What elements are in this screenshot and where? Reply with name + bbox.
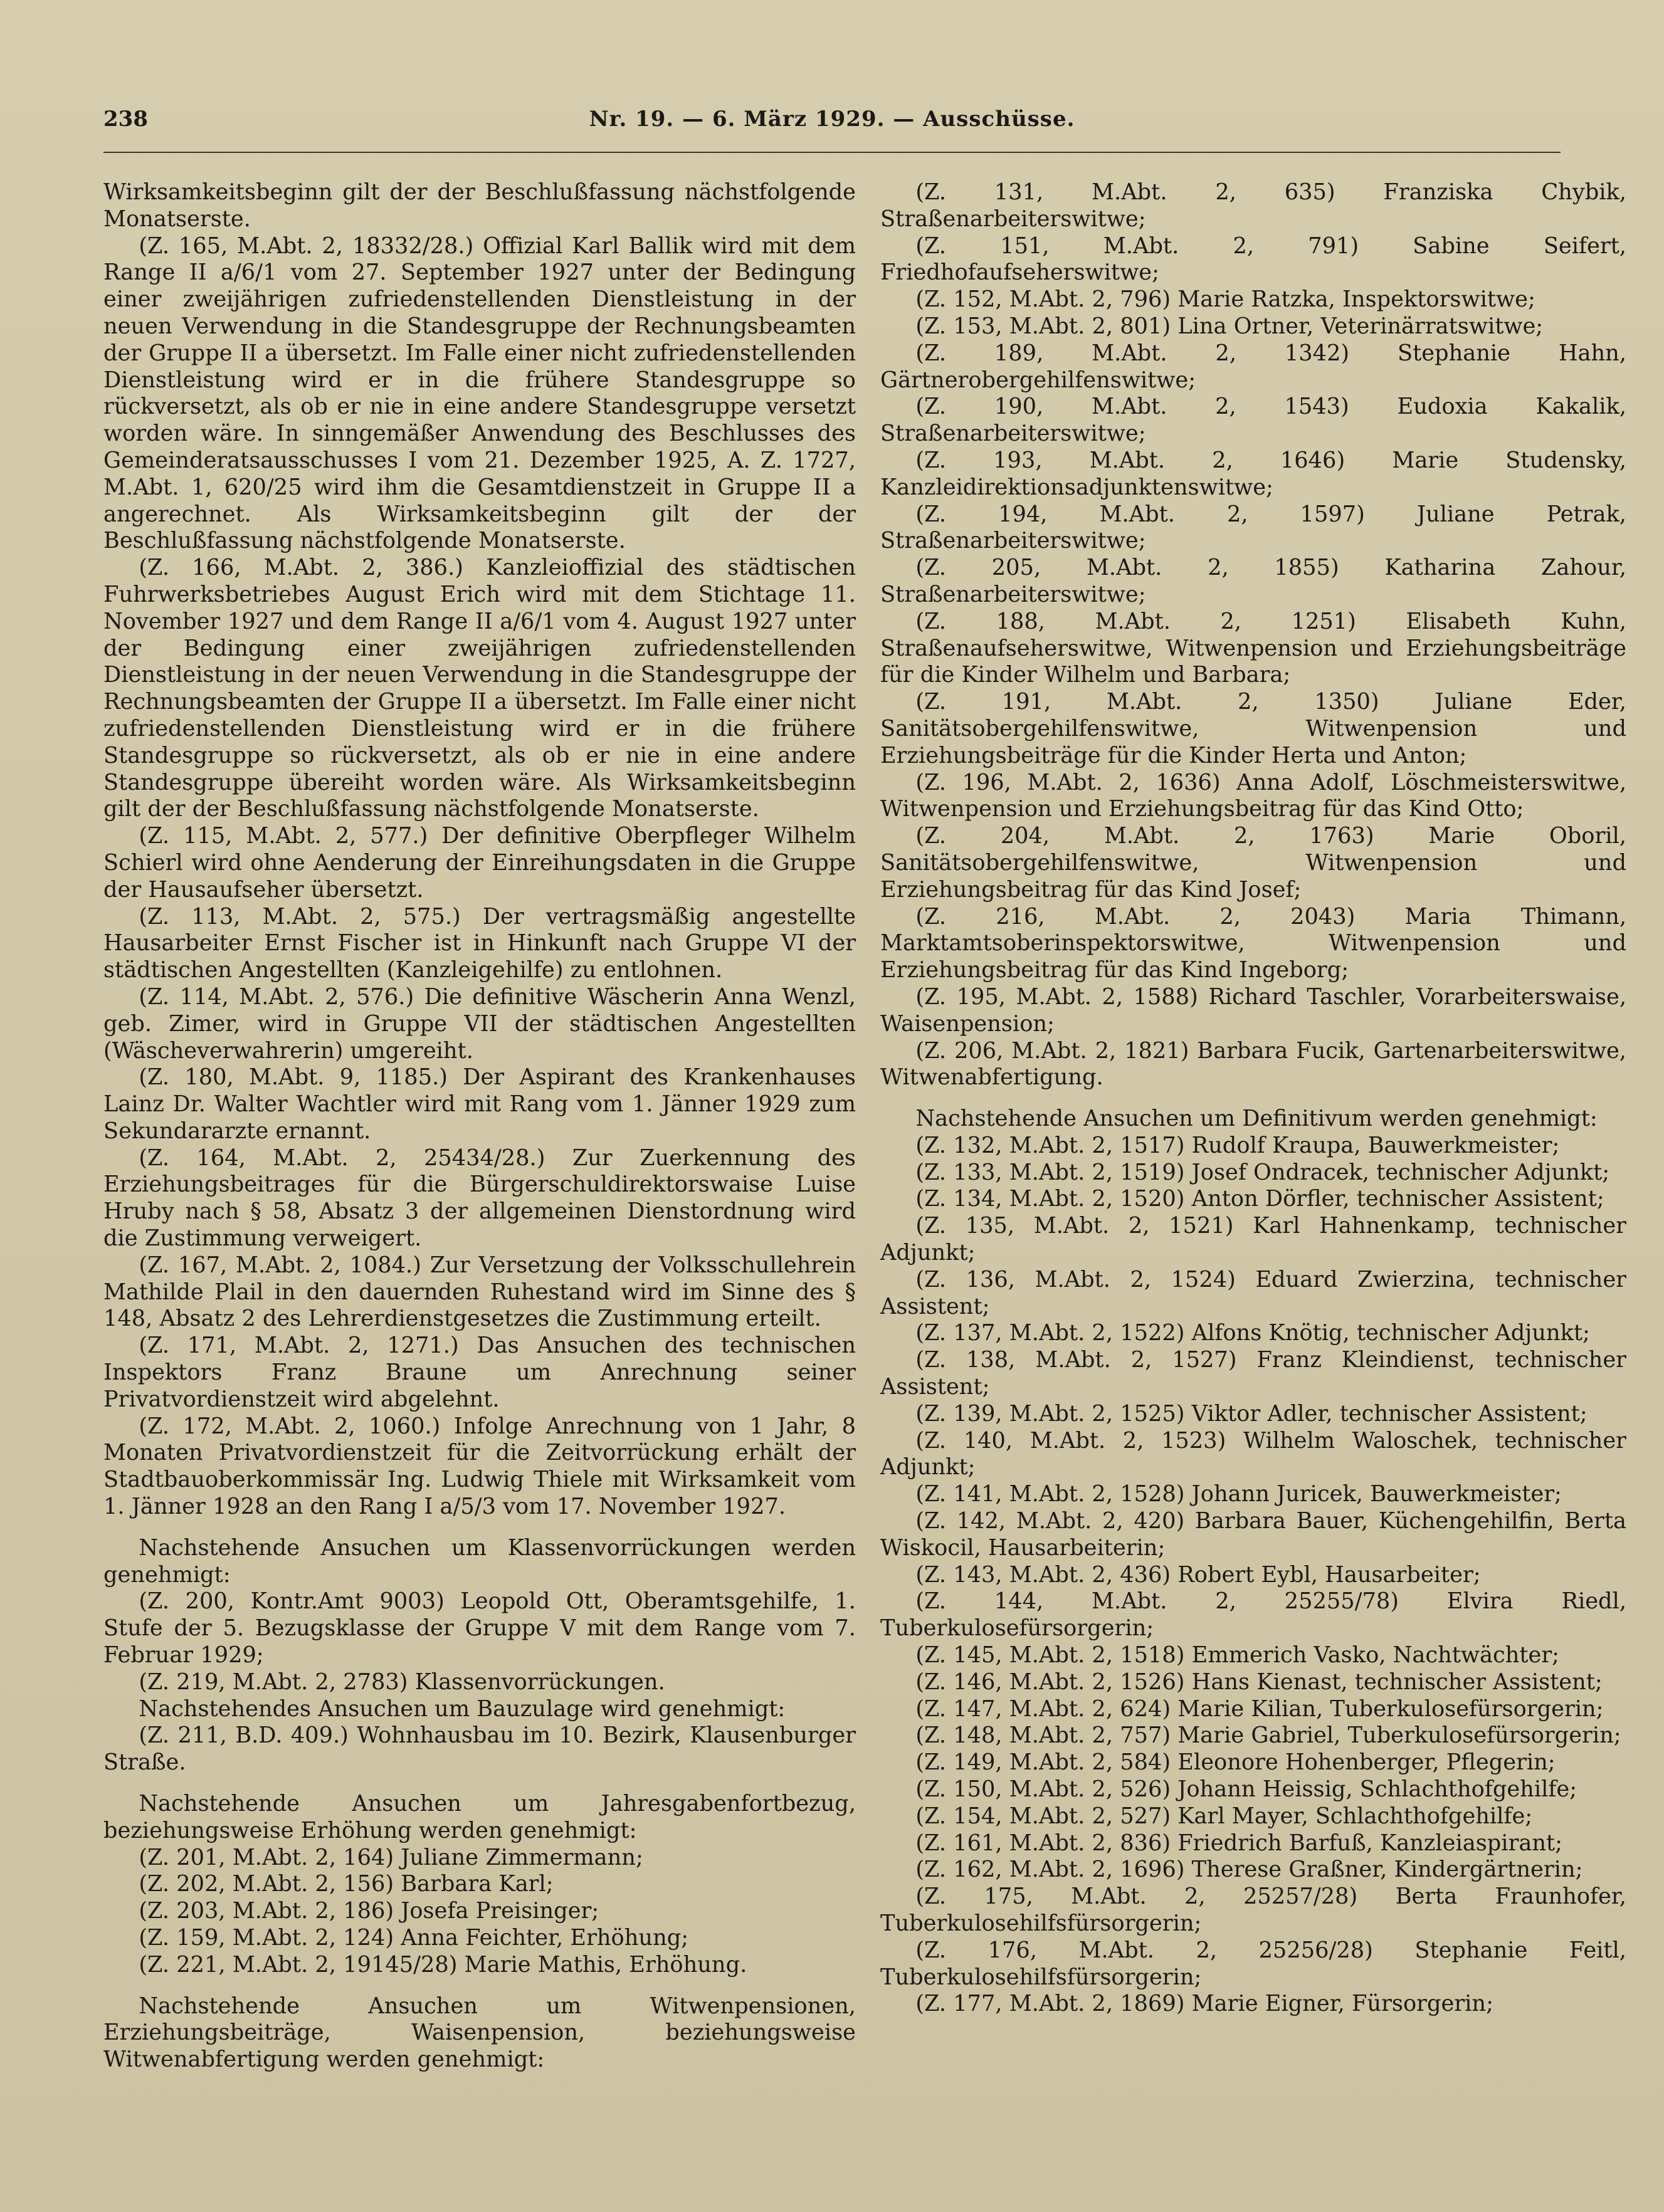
paragraph: (Z. 141, M.Abt. 2, 1528) Johann Juricek, Bauwerkmeister; [915, 1481, 1562, 1507]
left-column [103, 179, 856, 2073]
paragraph: (Z. 143, M.Abt. 2, 436) Robert Eybl, Hausarbeiter; [915, 1561, 1481, 1588]
paragraph: (Z. 180, M.Abt. 9, 1185.) Der Aspirant des Krankenhauses Lainz Dr. Walter Wachtler wird mit Rang vom 1. Jänner 1929 zum Sekundararzte ernannt. [103, 1064, 856, 1144]
paragraph: (Z. 191, M.Abt. 2, 1350) Juliane Eder, Sanitätsobergehilfenswitwe, Witwenpension und Erziehungsbeiträge für die Kinder Herta und Anton; [880, 689, 1626, 768]
paragraph: (Z. 138, M.Abt. 2, 1527) Franz Kleindienst, technischer Assistent; [880, 1347, 1626, 1400]
paragraph: Nachstehende Ansuchen um Witwenpensionen, Erziehungsbeiträge, Waisenpension, beziehungsweise Witwenabfertigung werden genehmigt: [103, 1993, 856, 2073]
paragraph: (Z. 176, M.Abt. 2, 25256/28) Stephanie Feitl, Tuberkulosehilfsfürsorgerin; [880, 1937, 1626, 1990]
paragraph: (Z. 142, M.Abt. 2, 420) Barbara Bauer, Küchengehilfin, Berta Wiskocil, Hausarbeiterin; [880, 1508, 1626, 1561]
paragraph: (Z. 152, M.Abt. 2, 796) Marie Ratzka, Inspektorswitwe; [915, 286, 1535, 313]
paragraph: (Z. 195, M.Abt. 2, 1588) Richard Taschler, Vorarbeiterswaise, Waisenpension; [880, 983, 1626, 1037]
paragraph: (Z. 177, M.Abt. 2, 1869) Marie Eigner, Fürsorgerin; [915, 1991, 1493, 2017]
paragraph: (Z. 145, M.Abt. 2, 1518) Emmerich Vasko, Nachtwächter; [915, 1642, 1560, 1669]
paragraph: (Z. 206, M.Abt. 2, 1821) Barbara Fucik, Gartenarbeiterswitwe, Witwenabfertigung. [880, 1037, 1626, 1091]
paragraph: (Z. 133, M.Abt. 2, 1519) Josef Ondracek, technischer Adjunkt; [915, 1159, 1610, 1185]
paragraph: (Z. 135, M.Abt. 2, 1521) Karl Hahnenkamp, technischer Adjunkt; [880, 1213, 1626, 1266]
paragraph: (Z. 211, B.D. 409.) Wohnhausbau im 10. Bezirk, Klausenburger Straße. [103, 1722, 856, 1776]
paragraph: (Z. 193, M.Abt. 2, 1646) Marie Studensky, Kanzleidirektionsadjunktenswitwe; [880, 447, 1626, 500]
paragraph: (Z. 200, Kontr.Amt 9003) Leopold Ott, Oberamtsgehilfe, 1. Stufe der 5. Bezugsklasse der Gruppe V mit dem Range vom 7. Februar 1929; [103, 1588, 856, 1669]
page-header [103, 107, 1561, 144]
paragraph: (Z. 137, M.Abt. 2, 1522) Alfons Knötig, technischer Adjunkt; [915, 1320, 1590, 1346]
paragraph: (Z. 172, M.Abt. 2, 1060.) Infolge Anrechnung von 1 Jahr, 8 Monaten Privatvordienstzeit für die Zeitvorrückung erhält der Stadtbauoberkommissär Ing. Ludwig Thiele mit Wirksamkeit vom 1. Jänner 1928 an den Rang I a/5/3 vom 17. November 1927. [103, 1413, 856, 1520]
paragraph: (Z. 205, M.Abt. 2, 1855) Katharina Zahour, Straßenarbeiterswitwe; [880, 555, 1626, 607]
paragraph: (Z. 201, M.Abt. 2, 164) Juliane Zimmermann; [139, 1844, 643, 1870]
paragraph: (Z. 139, M.Abt. 2, 1525) Viktor Adler, technischer Assistent; [915, 1400, 1588, 1427]
paragraph: (Z. 144, M.Abt. 2, 25255/78) Elvira Riedl, Tuberkulosefürsorgerin; [880, 1588, 1626, 1642]
paragraph: Nachstehende Ansuchen um Klassenvorrückungen werden genehmigt: [103, 1534, 856, 1588]
paragraph: (Z. 159, M.Abt. 2, 124) Anna Feichter, Erhöhung; [139, 1925, 689, 1951]
paragraph: (Z. 196, M.Abt. 2, 1636) Anna Adolf, Löschmeisterswitwe, Witwenpension und Erziehungsbeitrag für das Kind Otto; [880, 769, 1626, 822]
paragraph: (Z. 146, M.Abt. 2, 1526) Hans Kienast, technischer Assistent; [915, 1669, 1603, 1695]
paragraph: (Z. 190, M.Abt. 2, 1543) Eudoxia Kakalik, Straßenarbeiterswitwe; [880, 394, 1626, 447]
paragraph: (Z. 161, M.Abt. 2, 836) Friedrich Barfuß, Kanzleiaspirant; [915, 1830, 1563, 1856]
paragraph: Nachstehende Ansuchen um Jahresgabenfortbezug, beziehungsweise Erhöhung werden genehmigt: [103, 1791, 856, 1843]
page-number: 238 [103, 107, 148, 132]
paragraph: (Z. 171, M.Abt. 2, 1271.) Das Ansuchen des technischen Inspektors Franz Braune um Anrechnung seiner Privatvordienstzeit wird abgelehnt. [103, 1333, 856, 1412]
paragraph: (Z. 147, M.Abt. 2, 624) Marie Kilian, Tuberkulosefürsorgerin; [915, 1696, 1604, 1722]
paragraph: (Z. 175, M.Abt. 2, 25257/28) Berta Fraunhofer, Tuberkulosehilfsfürsorgerin; [880, 1884, 1626, 1936]
header-rule [103, 152, 1561, 153]
paragraph: (Z. 204, M.Abt. 2, 1763) Marie Oboril, Sanitätsobergehilfenswitwe, Witwenpension und Erziehungsbeitrag für das Kind Josef; [880, 823, 1626, 903]
paragraph: (Z. 167, M.Abt. 2, 1084.) Zur Versetzung der Volksschullehrein Mathilde Plail in den dauernden Ruhestand wird im Sinne des § 148, Absatz 2 des Lehrerdienstgesetzes die Zustimmung erteilt. [103, 1252, 856, 1332]
paragraph: (Z. 132, M.Abt. 2, 1517) Rudolf Kraupa, Bauwerkmeister; [915, 1132, 1560, 1158]
running-head: Nr. 19. — 6. März 1929. — Ausschüsse. [589, 107, 1075, 132]
paragraph: (Z. 194, M.Abt. 2, 1597) Juliane Petrak, Straßenarbeiterswitwe; [880, 501, 1626, 554]
paragraph: (Z. 150, M.Abt. 2, 526) Johann Heissig, Schlachthofgehilfe; [915, 1776, 1577, 1803]
paragraph: (Z. 162, M.Abt. 2, 1696) Therese Graßner, Kindergärtnerin; [915, 1857, 1583, 1883]
paragraph: (Z. 153, M.Abt. 2, 801) Lina Ortner, Veterinärratswitwe; [915, 313, 1544, 339]
paragraph: (Z. 188, M.Abt. 2, 1251) Elisabeth Kuhn, Straßenaufseherswitwe, Witwenpension und Erziehungsbeiträge für die Kinder Wilhelm und Barbara; [880, 608, 1626, 688]
paragraph: (Z. 140, M.Abt. 2, 1523) Wilhelm Waloschek, technischer Adjunkt; [880, 1427, 1626, 1481]
paragraph: (Z. 114, M.Abt. 2, 576.) Die definitive Wäscherin Anna Wenzl, geb. Zimer, wird in Gruppe VII der städtischen Angestellten (Wäscheverwahrerin) umgereiht. [103, 983, 856, 1064]
paragraph: (Z. 149, M.Abt. 2, 584) Eleonore Hohenberger, Pflegerin; [915, 1749, 1556, 1776]
paragraph: (Z. 189, M.Abt. 2, 1342) Stephanie Hahn, Gärtnerobergehilfenswitwe; [880, 340, 1626, 393]
paragraph: Nachstehendes Ansuchen um Bauzulage wird genehmigt: [139, 1696, 786, 1722]
paragraph: (Z. 148, M.Abt. 2, 757) Marie Gabriel, Tuberkulosefürsorgerin; [915, 1722, 1621, 1749]
paragraph: (Z. 203, M.Abt. 2, 186) Josefa Preisinger; [139, 1898, 599, 1924]
paragraph: (Z. 115, M.Abt. 2, 577.) Der definitive Oberpfleger Wilhelm Schierl wird ohne Aenderung der Einreihungsdaten in die Gruppe der Hausaufseher übersetzt. [103, 823, 856, 903]
paragraph: (Z. 134, M.Abt. 2, 1520) Anton Dörfler, technischer Assistent; [915, 1186, 1604, 1212]
paragraph: (Z. 164, M.Abt. 2, 25434/28.) Zur Zuerkennung des Erziehungsbeitrages für die Bürgerschuldirektorswaise Luise Hruby nach § 58, Absatz 3 der allgemeinen Dienstordnung wird die Zustimmung verweigert. [103, 1145, 856, 1252]
paragraph: (Z. 131, M.Abt. 2, 635) Franziska Chybik, Straßenarbeiterswitwe; [880, 179, 1626, 232]
paragraph: Nachstehende Ansuchen um Definitivum werden genehmigt: [915, 1106, 1598, 1132]
right-column [880, 179, 1626, 2018]
paragraph: (Z. 113, M.Abt. 2, 575.) Der vertragsmäßig angestellte Hausarbeiter Ernst Fischer ist in Hinkunft nach Gruppe VI der städtischen Angestellten (Kanzleigehilfe) zu entlohnen. [103, 903, 856, 983]
paragraph: (Z. 151, M.Abt. 2, 791) Sabine Seifert, Friedhofaufseherswitwe; [880, 233, 1626, 286]
paragraph: (Z. 166, M.Abt. 2, 386.) Kanzleioffizial des städtischen Fuhrwerksbetriebes August Erich wird mit dem Stichtage 11. November 1927 und dem Range II a/6/1 vom 4. August 1927 unter der Bedingung einer zweijährigen zufriedenstellenden Dienstleistung in der neuen Verwendung in die Standesgruppe der Rechnungsbeamten der Gruppe II a übersetzt. Im Falle einer nicht zufriedenstellenden Dienstleistung wird er in die frühere Standesgruppe so rückversetzt, als ob er nie in eine andere Standesgruppe übereiht worden wäre. Als Wirksamkeitsbeginn gilt der der Beschlußfassung nächstfolgende Monatserste. [103, 555, 856, 822]
paragraph: (Z. 216, M.Abt. 2, 2043) Maria Thimann, Marktamtsoberinspektorswitwe, Witwenpension und Erziehungsbeitrag für das Kind Ingeborg; [880, 903, 1626, 983]
paragraph: (Z. 202, M.Abt. 2, 156) Barbara Karl; [139, 1871, 554, 1897]
paragraph: (Z. 219, M.Abt. 2, 2783) Klassenvorrückungen. [139, 1669, 665, 1695]
paragraph: (Z. 221, M.Abt. 2, 19145/28) Marie Mathis, Erhöhung. [139, 1951, 747, 1978]
paragraph: (Z. 165, M.Abt. 2, 18332/28.) Offizial Karl Ballik wird mit dem Range II a/6/1 vom 27. September 1927 unter der Bedingung einer zweijährigen zufriedenstellenden Dienstleistung in der neuen Verwendung in die Standesgruppe der Rechnungsbeamten der Gruppe II a übersetzt. Im Falle einer nicht zufriedenstellenden Dienstleistung wird er in die frühere Standesgruppe so rückversetzt, als ob er nie in eine andere Standesgruppe versetzt worden wäre. In sinngemäßer Anwendung des Beschlusses des Gemeinderatsausschusses I vom 21. Dezember 1925, A. Z. 1727, M.Abt. 1, 620/25 wird ihm die Gesamtdienstzeit in Gruppe II a angerechnet. Als Wirksamkeitsbeginn gilt der der Beschlußfassung nächstfolgende Monatserste. [103, 233, 856, 554]
paragraph: (Z. 154, M.Abt. 2, 527) Karl Mayer, Schlachthofgehilfe; [915, 1803, 1533, 1829]
paragraph: Wirksamkeitsbeginn gilt der der Beschlußfassung nächstfolgende Monatserste. [103, 179, 856, 232]
paragraph: (Z. 136, M.Abt. 2, 1524) Eduard Zwierzina, technischer Assistent; [880, 1266, 1626, 1319]
